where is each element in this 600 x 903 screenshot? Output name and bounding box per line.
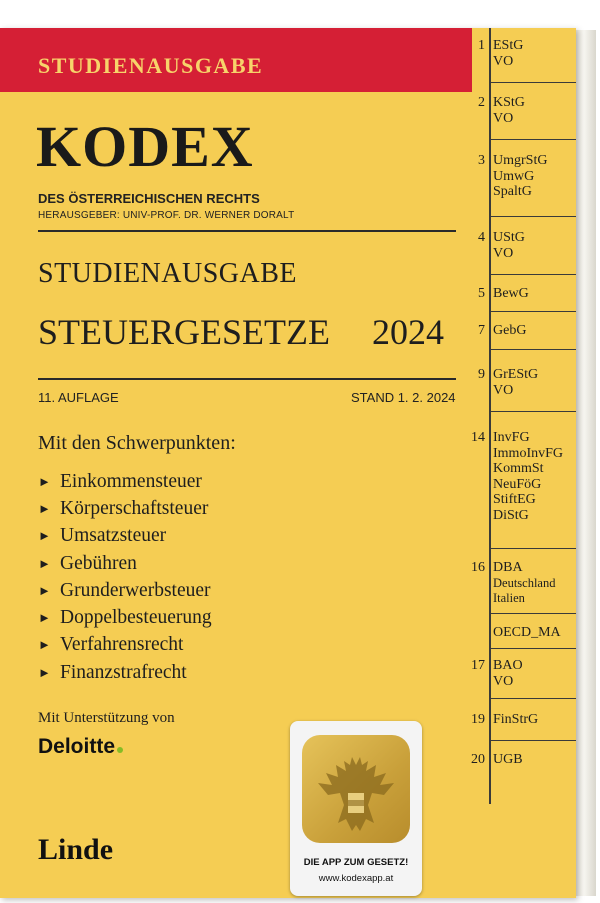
bullet-icon: ►	[38, 555, 51, 571]
tab-number: 19	[471, 712, 485, 727]
focus-list	[38, 468, 212, 686]
register-divider	[489, 28, 491, 804]
tab-rule	[490, 648, 576, 649]
tab-number: 16	[471, 560, 485, 575]
focus-item: ► Doppelbesteuerung	[38, 607, 212, 629]
brand-subtitle: DES ÖSTERREICHISCHEN RECHTS	[38, 191, 260, 206]
app-promo	[290, 721, 422, 896]
focus-item: ► Finanzstrafrecht	[38, 661, 187, 683]
bullet-icon: ►	[38, 500, 51, 516]
bullet-icon: ►	[38, 637, 51, 653]
tab-rule	[490, 274, 576, 275]
bullet-icon: ►	[38, 610, 51, 626]
focus-item: ► Gebühren	[38, 552, 137, 574]
book-cover: STUDIENAUSGABE KODEX DES ÖSTERREICHISCHEN RECHTS HERAUSGEBER: UNIV-PROF. DR. WERNER DORALT STUDIENAUSGABE STEUERGESETZE 2024 11. AUFLAGE STAND 1. 2. 2024 Mit den Schwerpunkten: ► Einkommensteuer ► Körperschaftsteuer ► Umsatzsteuer ► Gebühren ► Grunderwerbsteuer ► Doppelbesteuerung ► Verfahrensrecht ► Finanzstrafrecht Mit Unterstützung von Deloitte Linde DIE APP ZUM GESETZ! www.kodexapp.at 1 EStG VO 2 KStG VO 3 UmgrStG UmwG SpaltG 4 UStG VO 5 BewG 7 GebG 9 GrEStG VO 14 InvFG ImmoInvFG KommSt NeuFöG StiftEG DiStG 16 DBA Deutschland Italien OECD_MA 17 BAO VO 19 FinStrG 20 UGB	[0, 28, 576, 898]
tab-number: 5	[478, 286, 485, 301]
tab-number: 9	[478, 367, 485, 382]
tab-number: 7	[478, 323, 485, 338]
support-text: Mit Unterstützung von	[38, 710, 175, 726]
tab-number: 17	[471, 658, 485, 673]
tab-number: 2	[478, 95, 485, 110]
book-year: 2024	[372, 312, 444, 352]
tab-number: 1	[478, 38, 485, 53]
app-title: DIE APP ZUM GESETZ!	[303, 857, 409, 868]
book-page-edge	[576, 30, 596, 896]
bullet-icon: ►	[38, 582, 51, 598]
tab-number: 3	[478, 153, 485, 168]
tab-rule	[490, 740, 576, 741]
focus-item: ► Körperschaftsteuer	[38, 497, 209, 519]
bullet-icon: ►	[38, 473, 51, 489]
tab-rule	[490, 216, 576, 217]
tab-number: 20	[471, 752, 485, 767]
tab-rule	[490, 411, 576, 412]
tab-rule	[490, 349, 576, 350]
edition-number: 11. AUFLAGE	[38, 390, 119, 405]
tab-rule	[490, 698, 576, 699]
publisher-logo: Linde	[38, 833, 114, 866]
tab-rule	[490, 613, 576, 614]
status-date: STAND 1. 2. 2024	[351, 390, 456, 405]
edition-label: STUDIENAUSGABE	[38, 258, 297, 289]
brand-title: KODEX	[36, 114, 254, 179]
focus-intro: Mit den Schwerpunkten:	[38, 432, 236, 454]
app-url: www.kodexapp.at	[318, 873, 394, 884]
sponsor-dot-icon	[117, 747, 123, 753]
focus-item: ► Einkommensteuer	[38, 470, 202, 492]
top-band	[0, 28, 472, 92]
tab-rule	[490, 82, 576, 83]
tab-rule	[490, 139, 576, 140]
focus-item: ► Grunderwerbsteuer	[38, 579, 211, 601]
bullet-icon: ►	[38, 664, 51, 680]
bullet-icon: ►	[38, 528, 51, 544]
band-label: STUDIENAUSGABE	[38, 53, 264, 78]
tab-rule	[490, 311, 576, 312]
eagle-icon	[302, 735, 410, 843]
focus-item: ► Umsatzsteuer	[38, 525, 167, 547]
book-title: STEUERGESETZE	[38, 312, 330, 352]
tab-rule	[490, 548, 576, 549]
tab-number: 14	[471, 430, 485, 445]
sponsor-logo: Deloitte	[38, 735, 123, 759]
tab-number: 4	[478, 230, 485, 245]
focus-item: ► Verfahrensrecht	[38, 634, 184, 656]
divider-bottom	[38, 378, 456, 380]
editor-line: HERAUSGEBER: UNIV-PROF. DR. WERNER DORALT	[38, 210, 295, 221]
divider-top	[38, 230, 456, 232]
